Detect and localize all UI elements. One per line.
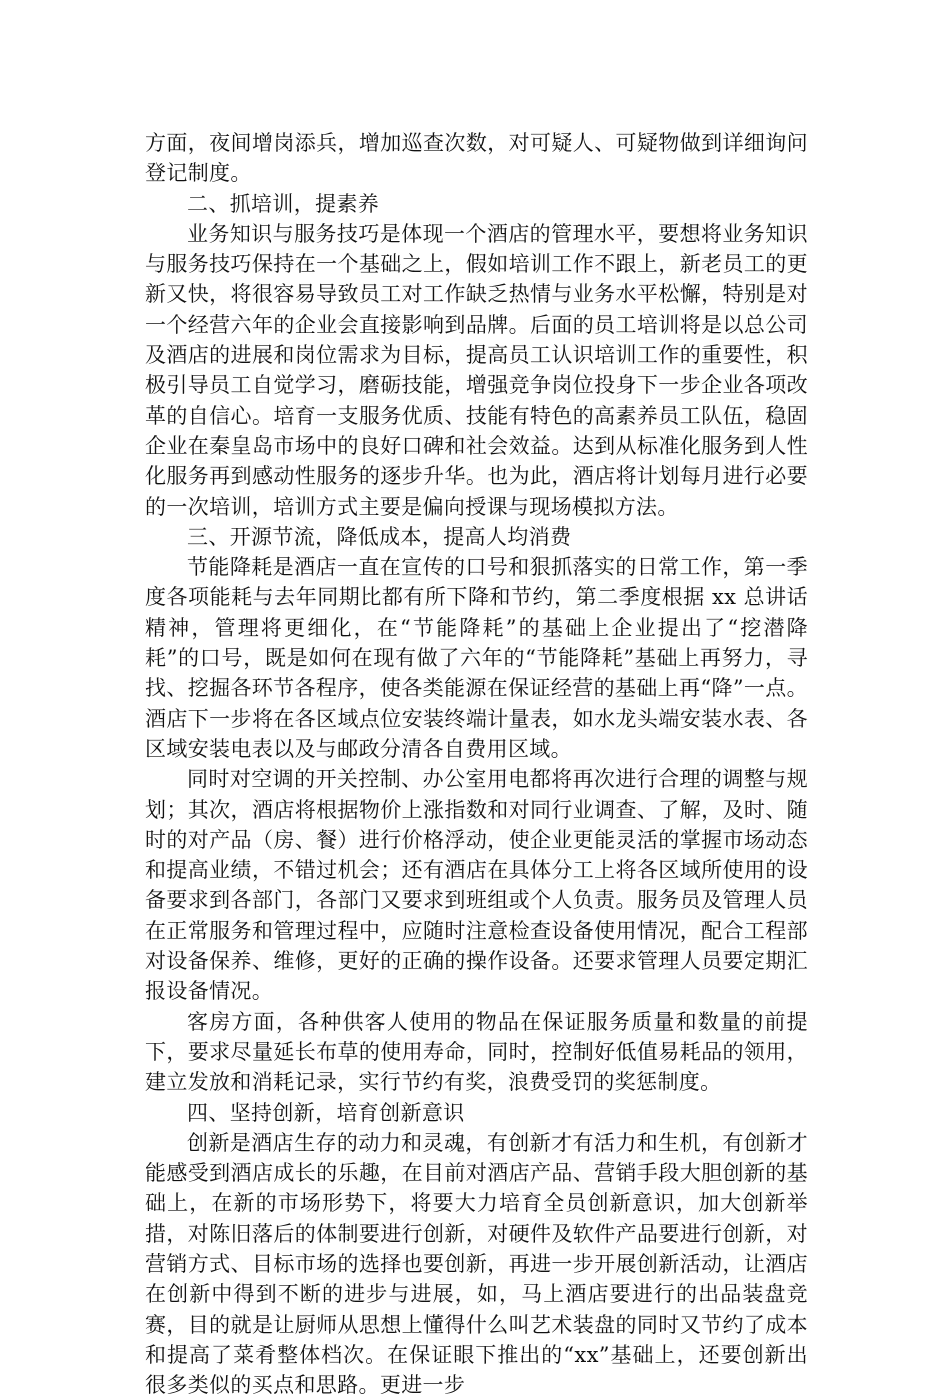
paragraph-housekeeping: 客房方面，各种供客人使用的物品在保证服务质量和数量的前提下，要求尽量延长布草的使用寿命，同时，控制好低值易耗品的领用，建立发放和消耗记录，实行节约有奖，浪费受罚的奖惩制度。 [145,1009,808,1095]
document-page [145,128,808,1400]
section-heading-training: 二、抓培训，提素养 [187,191,380,216]
section-heading-cost-saving: 三、开源节流，降低成本，提高人均消费 [187,524,572,549]
paragraph-training: 业务知识与服务技巧是体现一个酒店的管理水平，要想将业务知识与服务技巧保持在一个基础之上，假如培训工作不跟上，新老员工的更新又快，将很容易导致员工对工作缺乏热情与业务水平松懈，特别是对一个经营六年的企业会直接影响到品牌。后面的员工培训将是以总公司及酒店的进展和岗位需求为目标，提高员工认识培训工作的重要性，积极引导员工自觉学习，磨砺技能，增强竞争岗位投身下一步企业各项改革的自信心。培育一支服务优质、技能有特色的高素养员工队伍，稳固企业在秦皇岛市场中的良好口碑和社会效益。达到从标准化服务到人性化服务再到感动性服务的逐步升华。也为此，酒店将计划每月进行必要的一次培训，培训方式主要是偏向授课与现场模拟方法。 [145,221,808,519]
paragraph-equipment-control: 同时对空调的开关控制、办公室用电都将再次进行合理的调整与规划；其次，酒店将根据物价上涨指数和对同行业调查、了解，及时、随时的对产品（房、餐）进行价格浮动，使企业更能灵活的掌握市场动态和提高业绩，不错过机会；还有酒店在具体分工上将各区域所使用的设备要求到各部门，各部门又要求到班组或个人负责。服务员及管理人员在正常服务和管理过程中，应随时注意检查设备使用情况，配合工程部对设备保养、维修，更好的正确的操作设备。还要求管理人员要定期汇报设备情况。 [145,767,808,1004]
paragraph-innovation: 创新是酒店生存的动力和灵魂，有创新才有活力和生机，有创新才能感受到酒店成长的乐趣，在目前对酒店产品、营销手段大胆创新的基础上，在新的市场形势下，将要大力培育全员创新意识，加大创新举措，对陈旧落后的体制要进行创新，对硬件及软件产品要进行创新，对营销方式、目标市场的选择也要创新，再进一步开展创新活动，让酒店在创新中得到不断的进步与进展，如，马上酒店要进行的出品装盘竞赛，目的就是让厨师从思想上懂得什么叫艺术装盘的同时又节约了成本和提高了菜肴整体档次。在保证眼下推出的“xx”基础上，还要创新出很多类似的买点和思路。更进一步 [145,1130,808,1398]
paragraph-energy-saving: 节能降耗是酒店一直在宣传的口号和狠抓落实的日常工作，第一季度各项能耗与去年同期比都有所下降和节约，第二季度根据 xx 总讲话精神，管理将更细化，在“节能降耗”的基础上企业提出了“挖潜降耗”的口号，既是如何在现有做了六年的“节能降耗”基础上再努力，寻找、挖掘各环节各程序，使各类能源在保证经营的基础上再“降”一点。酒店下一步将在各区域点位安装终端计量表，如水龙头端安装水表、各区域安装电表以及与邮政分清各自费用区域。 [145,555,808,761]
section-heading-innovation: 四、坚持创新，培育创新意识 [187,1100,465,1125]
paragraph-security-continuation: 方面，夜间增岗添兵，增加巡查次数，对可疑人、可疑物做到详细询问登记制度。 [145,131,808,186]
